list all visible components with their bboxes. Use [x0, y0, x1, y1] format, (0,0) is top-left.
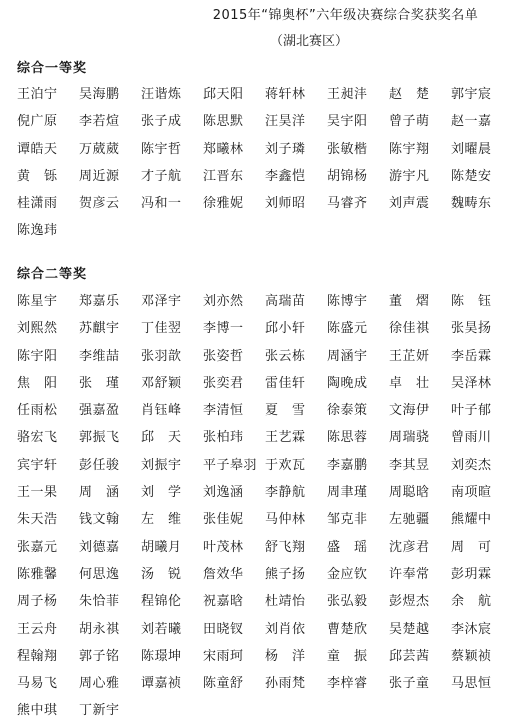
winner-name: 李维喆	[79, 348, 120, 364]
winner-name: 董 熠	[389, 294, 430, 309]
section-heading-second-prize: 综合二等奖	[17, 267, 88, 282]
winner-name: 李鑫恺	[265, 168, 306, 184]
name-row	[17, 699, 527, 726]
winner-name: 黄 铄	[17, 168, 58, 184]
winner-name: 刘德嘉	[79, 539, 120, 555]
winner-name: 周子杨	[17, 594, 58, 610]
name-row	[17, 508, 527, 535]
winner-name: 文海伊	[389, 403, 430, 419]
winner-name: 陈宇哲	[141, 141, 182, 157]
name-row	[17, 590, 527, 617]
winner-name: 夏 雪	[265, 403, 306, 419]
winner-name: 吴宇阳	[327, 114, 368, 130]
name-row	[17, 399, 527, 426]
winner-name: 陈逸玮	[17, 223, 58, 239]
winner-name: 汤 锐	[141, 566, 182, 582]
winner-name: 曾子萌	[389, 114, 430, 130]
winner-name: 徐佳祺	[389, 321, 430, 337]
winner-name: 沈彦君	[389, 539, 430, 555]
winner-name: 刘 学	[141, 485, 182, 501]
winner-name: 魏畴东	[451, 196, 492, 212]
name-row	[17, 317, 527, 344]
winner-name: 骆宏飞	[17, 430, 58, 446]
name-row	[17, 345, 527, 372]
winner-name: 江晋东	[203, 168, 244, 184]
winner-name: 邱小轩	[265, 321, 306, 337]
winner-name: 郭宇宸	[451, 87, 492, 102]
winner-name: 倪广原	[17, 114, 58, 130]
winner-name: 钱文翰	[79, 512, 120, 528]
winner-name: 陈思蓉	[327, 430, 368, 446]
winner-name: 吴泽林	[451, 375, 492, 391]
winner-name: 陈璟坤	[141, 648, 182, 664]
winner-name: 游宇凡	[389, 168, 430, 184]
winner-name: 丁佳翌	[141, 321, 182, 337]
winner-name: 张云栋	[265, 348, 306, 364]
winner-name: 周涵宇	[327, 348, 368, 364]
winner-name: 高瑞苗	[265, 294, 306, 309]
winner-name: 赵一嘉	[451, 114, 492, 130]
winner-name: 周聪晗	[389, 485, 430, 501]
winner-name: 刘奕杰	[451, 457, 492, 473]
winner-name: 邹克非	[327, 512, 368, 528]
winner-name: 李梓睿	[327, 676, 368, 692]
winner-name: 陈楚安	[451, 168, 492, 184]
winner-name: 彭任骏	[79, 457, 120, 473]
winner-name: 强嘉盈	[79, 403, 120, 419]
name-row	[17, 219, 527, 246]
winner-name: 蒋轩林	[265, 87, 306, 102]
winner-name: 王芷妍	[389, 348, 430, 364]
winner-name: 李嘉鹏	[327, 457, 368, 473]
winner-name: 才子航	[141, 168, 182, 184]
winner-name: 周瑞骁	[389, 430, 430, 446]
winner-name: 万葳葳	[79, 141, 120, 157]
winner-name: 陈童舒	[203, 676, 244, 692]
winner-name: 曾雨川	[451, 430, 492, 446]
winner-name: 何思逸	[79, 566, 120, 582]
winner-name: 南项暄	[451, 485, 492, 501]
winner-name: 孙雨梵	[265, 676, 306, 692]
winner-name: 张姿哲	[203, 348, 244, 364]
name-row	[17, 83, 527, 110]
winner-name: 杜靖怡	[265, 594, 306, 610]
name-row	[17, 138, 527, 165]
winner-name: 刘声震	[389, 196, 430, 212]
winner-name: 贺彦云	[79, 196, 120, 212]
page-title: 2015年“锦奥杯”六年级决赛综合奖获奖名单	[212, 8, 479, 23]
winner-name: 谭皓天	[17, 141, 58, 157]
winner-name: 熊子扬	[265, 566, 306, 582]
winner-name: 李静航	[265, 485, 306, 501]
winner-name: 邱 天	[141, 430, 182, 446]
winner-name: 程锦伦	[141, 594, 182, 610]
winner-name: 李清恒	[203, 403, 244, 419]
winner-name: 肖钰峰	[141, 403, 182, 419]
winner-name: 苏麒宇	[79, 321, 120, 337]
name-row	[17, 618, 527, 645]
winner-name: 熊耀中	[451, 512, 492, 528]
winner-name: 陈宇翔	[389, 141, 430, 157]
winner-name: 卓 壮	[389, 375, 430, 391]
winner-name: 彭玥霖	[451, 566, 492, 582]
winner-name: 詹效华	[203, 566, 244, 582]
winner-name: 刘振宇	[141, 457, 182, 473]
winner-name: 刘熙然	[17, 321, 58, 337]
section-heading-first-prize: 综合一等奖	[17, 61, 88, 76]
winner-name: 马易飞	[17, 676, 58, 692]
winner-name: 陈博宇	[327, 294, 368, 309]
winner-name: 刘逸涵	[203, 485, 244, 501]
winner-name: 陈盛元	[327, 321, 368, 337]
winner-name: 周心雅	[79, 676, 120, 692]
winner-name: 汪昊洋	[265, 114, 306, 130]
winner-name: 王一果	[17, 485, 58, 501]
winner-name: 徐雅妮	[203, 196, 244, 212]
winner-name: 李若煊	[79, 114, 120, 130]
winner-name: 左 维	[141, 512, 182, 528]
name-row	[17, 645, 527, 672]
name-row	[17, 481, 527, 508]
winner-name: 周 涵	[79, 485, 120, 501]
winner-name: 邱芸茜	[389, 648, 430, 664]
winner-name: 郭子铭	[79, 648, 120, 664]
winner-name: 舒飞翔	[265, 539, 306, 555]
winner-name: 刘亦然	[203, 294, 244, 309]
winner-name: 张佳妮	[203, 512, 244, 528]
winner-name: 王泊宁	[17, 87, 58, 102]
winner-name: 李沐宸	[451, 621, 492, 637]
winner-name: 左驰疆	[389, 512, 430, 528]
winner-name: 胡锦杨	[327, 168, 368, 184]
winner-name: 朱天浩	[17, 512, 58, 528]
winner-name: 邓舒颖	[141, 375, 182, 391]
winner-name: 许奉常	[389, 566, 430, 582]
winner-name: 张羽歆	[141, 348, 182, 364]
winner-name: 金应钦	[327, 566, 368, 582]
winner-name: 陈雅馨	[17, 566, 58, 582]
winner-name: 刘若曦	[141, 621, 182, 637]
winner-name: 刘肖依	[265, 621, 306, 637]
winner-name: 王云舟	[17, 621, 58, 637]
name-row	[17, 165, 527, 192]
first-prize-name-list	[17, 83, 527, 247]
winner-name: 张奕君	[203, 375, 244, 391]
winner-name: 于欢瓦	[265, 457, 306, 473]
name-row	[17, 672, 527, 699]
second-prize-name-list	[17, 290, 527, 727]
winner-name: 马思恒	[451, 676, 492, 692]
winner-name: 丁新宇	[79, 703, 120, 719]
winner-name: 吴楚越	[389, 621, 430, 637]
winner-name: 刘师昭	[265, 196, 306, 212]
winner-name: 谭嘉祯	[141, 676, 182, 692]
winner-name: 熊中琪	[17, 703, 58, 719]
winner-name: 马睿齐	[327, 196, 368, 212]
winner-name: 张子童	[389, 676, 430, 692]
winner-name: 余 航	[451, 594, 492, 610]
winner-name: 张弘毅	[327, 594, 368, 610]
winner-name: 胡曦月	[141, 539, 182, 555]
winner-name: 郑嘉乐	[79, 294, 120, 309]
winner-name: 田晓钗	[203, 621, 244, 637]
winner-name: 陈 钰	[451, 294, 492, 309]
winner-name: 邓泽宇	[141, 294, 182, 309]
winner-name: 任雨松	[17, 403, 58, 419]
name-row	[17, 536, 527, 563]
winner-name: 陶晚成	[327, 375, 368, 391]
winner-name: 陈星宇	[17, 294, 58, 309]
winner-name: 陈思默	[203, 114, 244, 130]
winner-name: 周近源	[79, 168, 120, 184]
winner-name: 马仲林	[265, 512, 306, 528]
winner-name: 赵 楚	[389, 87, 430, 102]
winner-name: 朱恰菲	[79, 594, 120, 610]
winner-name: 邱天阳	[203, 87, 244, 102]
winner-name: 李岳霖	[451, 348, 492, 364]
winner-name: 王昶沣	[327, 87, 368, 102]
name-row	[17, 372, 527, 399]
winner-name: 蔡颖祯	[451, 648, 492, 664]
winner-name: 叶子郁	[451, 403, 492, 419]
winner-name: 程翰翔	[17, 648, 58, 664]
winner-name: 汪谐炼	[141, 87, 182, 102]
winner-name: 宋雨珂	[203, 648, 244, 664]
winner-name: 盛 瑶	[327, 539, 368, 555]
winner-name: 刘曜晨	[451, 141, 492, 157]
name-row	[17, 110, 527, 137]
winner-name: 周 可	[451, 539, 492, 555]
winner-name: 张昊扬	[451, 321, 492, 337]
winner-name: 张敏楷	[327, 141, 368, 157]
winner-name: 吴海鹏	[79, 87, 120, 102]
winner-name: 彭煜杰	[389, 594, 430, 610]
winner-name: 冯和一	[141, 196, 182, 212]
winner-name: 胡永祺	[79, 621, 120, 637]
winner-name: 张柏玮	[203, 430, 244, 446]
winner-name: 郭振飞	[79, 430, 120, 446]
name-row	[17, 454, 527, 481]
winner-name: 陈宇阳	[17, 348, 58, 364]
name-row	[17, 290, 527, 317]
winner-name: 徐泰策	[327, 403, 368, 419]
winner-name: 童 振	[327, 648, 368, 664]
winner-name: 曹楚欣	[327, 621, 368, 637]
winner-name: 祝嘉晗	[203, 594, 244, 610]
winner-name: 张嘉元	[17, 539, 58, 555]
winner-name: 平子皋羽	[203, 457, 258, 473]
winner-name: 桂潇雨	[17, 196, 58, 212]
winner-name: 李其昱	[389, 457, 430, 473]
winner-name: 雷佳轩	[265, 375, 306, 391]
winner-name: 周聿瑾	[327, 485, 368, 501]
page-subtitle: （湖北赛区）	[270, 34, 349, 49]
winner-name: 杨 洋	[265, 648, 306, 664]
winner-name: 宾宇轩	[17, 457, 58, 473]
winner-name: 郑曦林	[203, 141, 244, 157]
winner-name: 叶茂林	[203, 539, 244, 555]
winner-name: 张 瑾	[79, 375, 120, 391]
winner-name: 焦 阳	[17, 375, 58, 391]
name-row	[17, 563, 527, 590]
winner-name: 李博一	[203, 321, 244, 337]
name-row	[17, 426, 527, 453]
winner-name: 张子成	[141, 114, 182, 130]
winner-name: 王艺霖	[265, 430, 306, 446]
winner-name: 刘子璘	[265, 141, 306, 157]
name-row	[17, 192, 527, 219]
